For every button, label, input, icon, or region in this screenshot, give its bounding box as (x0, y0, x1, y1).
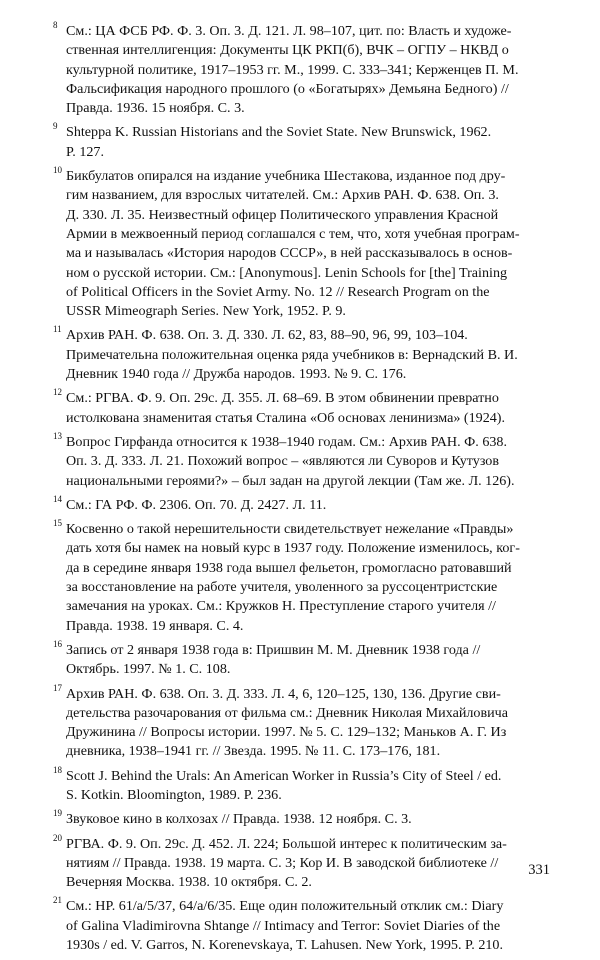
footnote-line: USSR Mimeograph Series. New York, 1952. P. 9. (66, 303, 346, 320)
footnote-line: Правда. 1938. 19 января. С. 4. (66, 617, 244, 634)
footnote-line: См.: ЦА ФСБ РФ. Ф. 3. Оп. 3. Д. 121. Л. 98–107, цит. по: Власть и художе- (66, 23, 512, 39)
footnote-line: of Political Officers in the Soviet Army. No. 12 // Research Program on the (66, 283, 490, 300)
footnote-line: См.: ГА РФ. Ф. 2306. Оп. 70. Д. 2427. Л. 11. (66, 496, 327, 513)
footnote-number: 21 (53, 895, 62, 906)
footnote-line: См.: РГВА. Ф. 9. Оп. 29с. Д. 355. Л. 68–69. В этом обвинении превратно (66, 390, 499, 407)
footnote-number: 15 (53, 518, 62, 529)
footnote-line: РГВА. Ф. 9. Оп. 29с. Д. 452. Л. 224; Большой интерес к политическим за- (66, 835, 507, 852)
footnote-number: 20 (53, 832, 62, 843)
footnote-line: Д. 330. Л. 35. Неизвестный офицер Политического управления Красной (66, 206, 499, 223)
footnote (55, 897, 553, 955)
footnote-line: S. Kotkin. Bloomington, 1989. P. 236. (66, 786, 282, 803)
footnote-line: Scott J. Behind the Urals: An American Worker in Russia’s City of Steel / ed. (66, 767, 502, 784)
footnote-number: 17 (53, 682, 62, 693)
footnote-line: Примечательна положительная оценка ряда учебников в: Вернадский В. И. (66, 346, 518, 363)
footnote (55, 520, 553, 636)
footnote-number: 9 (53, 121, 58, 132)
footnote-line: за восстановление на работе учителя, уволенного за руссоцентристские (66, 579, 498, 596)
footnote-line: Фальсификация народного прошлого (о «Богатырях» Демьяна Бедного) // (66, 80, 509, 97)
footnote-line: гим названием, для взрослых читателей. См.: Архив РАН. Ф. 638. Оп. 3. (66, 187, 499, 204)
footnote (55, 389, 553, 428)
footnote-line: дать хотя бы намек на новый курс в 1937 году. Положение изменилось, ког- (66, 540, 520, 557)
page-number: 331 (528, 862, 550, 878)
footnote (53, 682, 553, 762)
footnote-line: дневника, 1938–1941 гг. // Звезда. 1995. № 11. С. 173–176, 181. (66, 743, 441, 760)
footnote-line: Бикбулатов опирался на издание учебника Шестакова, изданное под дру- (66, 168, 506, 185)
footnote-line: Shteppa K. Russian Historians and the Soviet State. New Brunswick, 1962. (66, 124, 492, 141)
footnote-line: Запись от 2 января 1938 года в: Пришвин М. М. Дневник 1938 года // (66, 641, 481, 658)
footnote-line: нятиям // Правда. 1938. 19 марта. С. 3; Кор И. В заводской библиотеке // (66, 854, 499, 871)
footnote-number: 10 (53, 165, 62, 176)
footnote-number: 12 (53, 387, 62, 398)
footnote-line: ном о русской истории. См.: [Anonymous]. Lenin Schools for [the] Training (66, 264, 508, 281)
footnote-line: Звуковое кино в колхозах // Правда. 1938. 12 ноября. С. 3. (66, 811, 412, 828)
footnote-line: культурной политике, 1917–1953 гг. М., 1999. С. 333–341; Керженцев П. М. (66, 61, 519, 78)
footnote (53, 638, 553, 680)
footnote (55, 167, 553, 321)
footnote-line: Армии в межвоенный период соглашался с тем, что, хотя учебная програм- (66, 225, 520, 242)
footnote (55, 22, 553, 118)
footnote-number: 14 (53, 493, 62, 504)
footnote-line: Вечерняя Москва. 1938. 10 октября. С. 2. (66, 874, 312, 891)
footnote-line: детельства разочарования от фильма см.: Дневник Николая Михайловича (66, 704, 508, 721)
footnote-number: 8 (53, 20, 58, 30)
footnote-line: национальными героями?» – был задан на другой лекции (Там же. Л. 126). (66, 472, 515, 489)
footnote-line: Оп. 3. Д. 333. Л. 21. Похожий вопрос – «являются ли Суворов и Кутузов (66, 453, 500, 470)
footnote-line: Архив РАН. Ф. 638. Оп. 3. Д. 333. Л. 4, 6, 120–125, 130, 136. Другие сви- (66, 685, 501, 702)
footnote-line: истолкована знаменитая статья Сталина «Об основах ленинизма» (1924). (66, 409, 506, 426)
footnote-number: 11 (53, 324, 62, 335)
footnote-line: Октябрь. 1997. № 1. С. 108. (66, 661, 231, 678)
footnote-line: 1930s / ed. V. Garros, N. Korenevskaya, T. Lahusen. New York, 1995. P. 210. (66, 937, 503, 954)
footnote-number: 18 (53, 764, 62, 775)
footnote-line: Дружинина // Вопросы истории. 1997. № 5. С. 129–132; Маньков А. Г. Из (66, 724, 507, 741)
footnote (55, 326, 553, 384)
footnote (53, 430, 553, 491)
footnote (53, 832, 553, 893)
footnote-line: P. 127. (66, 143, 104, 160)
footnote-line: Косвенно о такой нерешительности свидетельствует нежелание «Правды» (66, 521, 514, 538)
footnote-line: См.: HP. 61/a/5/37, 64/a/6/35. Еще один положительный отклик см.: Diary (66, 898, 504, 915)
footnote-line: ственная интеллигенция: Документы ЦК РКП(б), ВЧК – ОГПУ – НКВД о (66, 42, 509, 59)
footnotes-list (55, 22, 553, 960)
footnote-number: 16 (53, 638, 62, 649)
footnote (55, 810, 553, 829)
footnote-line: Архив РАН. Ф. 638. Оп. 3. Д. 330. Л. 62, 83, 88–90, 96, 99, 103–104. (66, 327, 468, 344)
footnote (53, 764, 553, 806)
footnote-line: замечания на уроках. См.: Кружков Н. Преступление старого учителя // (66, 598, 496, 615)
footnote (55, 123, 553, 162)
footnote-number: 19 (53, 808, 62, 819)
footnote-line: Правда. 1936. 15 ноября. С. 3. (66, 100, 245, 117)
footnote-number: 13 (53, 430, 62, 441)
footnote-line: Дневник 1940 года // Дружба народов. 1993. № 9. С. 176. (66, 366, 407, 383)
footnote-line: Вопрос Гирфанда относится к 1938–1940 годам. См.: Архив РАН. Ф. 638. (66, 433, 507, 450)
footnote-line: ма и называлась «История народов СССР», в ней рассказывалось в основ- (66, 245, 513, 262)
footnote-line: да в середине января 1938 года вышел фельетон, громогласно ратовавший (66, 559, 512, 576)
footnote-line: of Galina Vladimirovna Shtange // Intimacy and Terror: Soviet Diaries of the (66, 917, 501, 934)
footnote (53, 493, 553, 515)
